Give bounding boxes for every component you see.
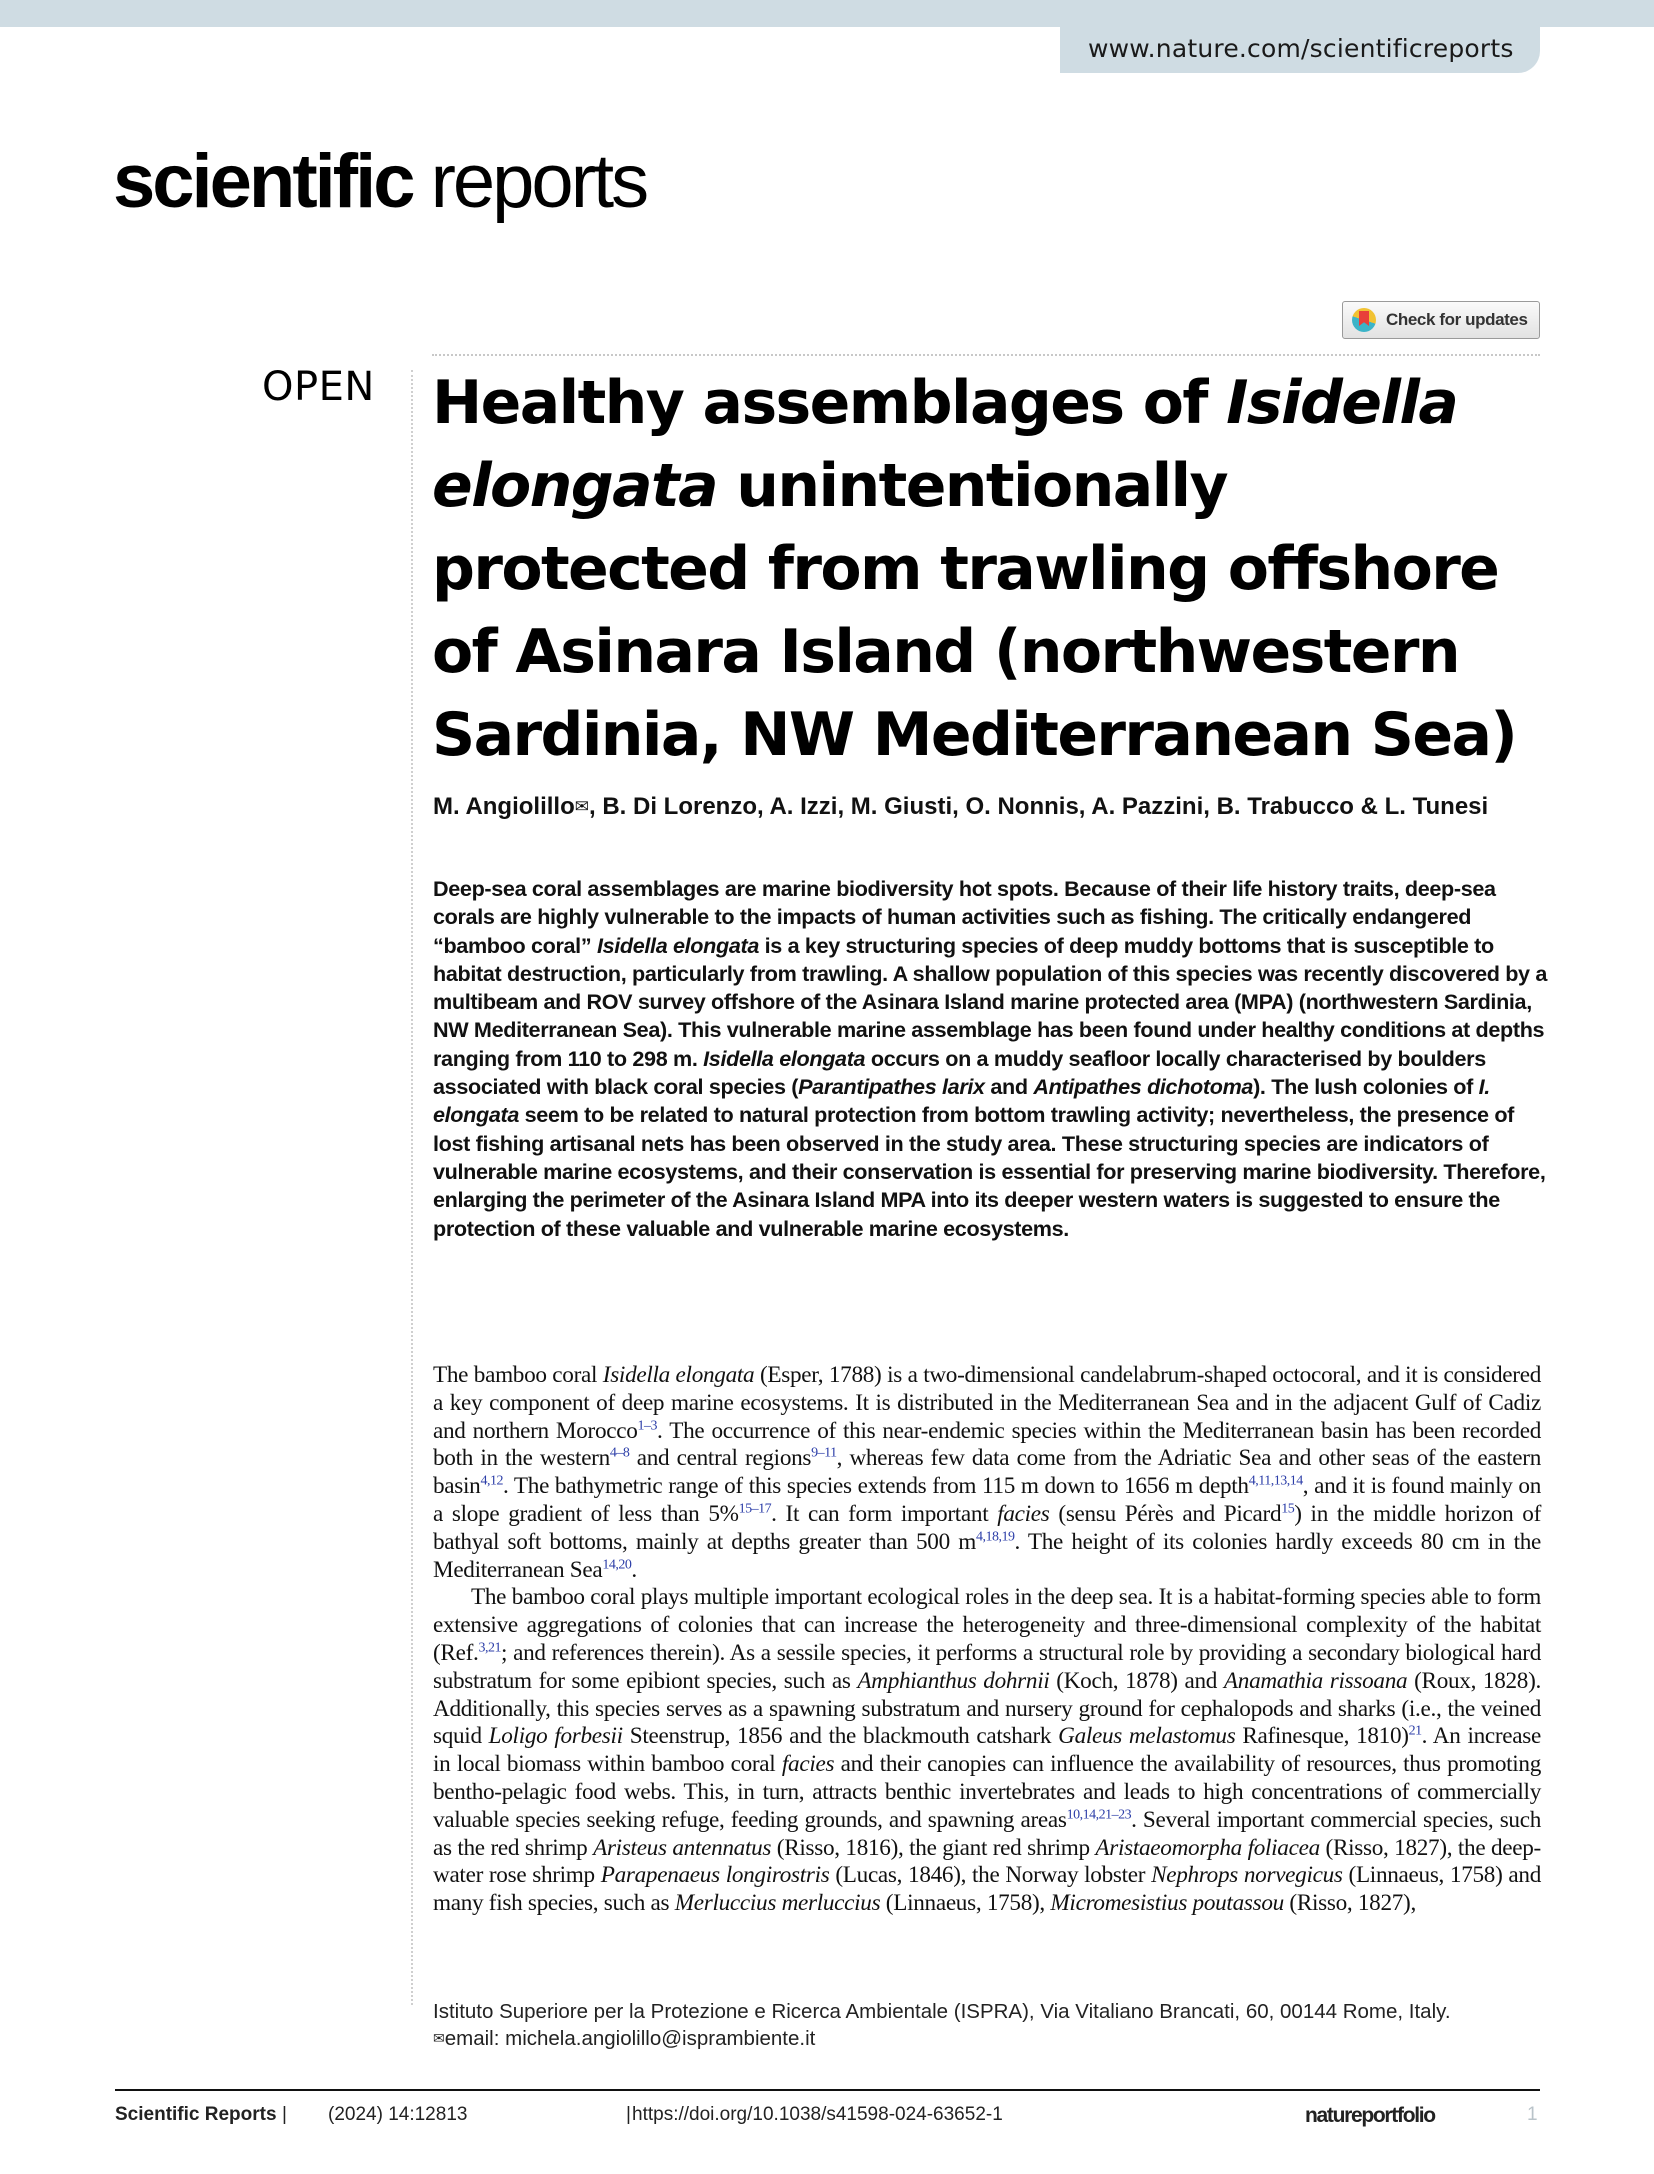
species-name: Micromesistius poutassou [1050, 1890, 1284, 1917]
body-text: . The occurrence of this near-endemic species within the Mediterranean basin has been recorded both in the western [433, 1417, 1541, 1472]
footer-doi-link[interactable]: https://doi.org/10.1038/s41598-024-63652-1 [632, 2104, 1003, 2125]
species-name: Loligo forbesii [488, 1723, 623, 1750]
author-list [433, 790, 1543, 824]
body-text: (Roux, 1828). Additionally, this species serves as a spawning substratum and nursery ground for cephalopods and sharks (i.e., the veined squid [433, 1667, 1541, 1750]
page-footer [115, 2104, 1540, 2134]
body-text: and central regions [629, 1445, 812, 1472]
citation-link[interactable]: 4–8 [609, 1445, 630, 1461]
species-name: Parapenaeus longirostris [600, 1862, 830, 1889]
abstract-italic: Antipathes dichotoma [1033, 1074, 1254, 1100]
affiliation-block [433, 1998, 1553, 2052]
abstract-italic: I. elongata [433, 1074, 1490, 1128]
species-name: Merluccius merluccius [674, 1890, 881, 1917]
citation-link[interactable]: 9–11 [811, 1445, 837, 1461]
citation-link[interactable]: 10,14,21–23 [1066, 1807, 1132, 1823]
body-paragraph-1 [433, 1362, 1541, 1584]
citation-link[interactable]: 4,11,13,14 [1248, 1473, 1303, 1489]
citation-link[interactable]: 4,18,19 [975, 1529, 1015, 1545]
envelope-icon: ✉ [433, 2030, 445, 2046]
abstract-text: and [984, 1074, 1034, 1100]
body-text: . The bathymetric range of this species extends from 115 m down to 1656 m depth [502, 1473, 1249, 1500]
body-text: , whereas few data come from the Adriatic Sea and other seas of the eastern basin [433, 1445, 1541, 1500]
journal-logo [113, 138, 646, 225]
email-line [433, 2025, 1553, 2052]
citation-link[interactable]: 1–3 [637, 1417, 658, 1433]
body-text: Steenstrup, 1856 and the blackmouth catshark [622, 1723, 1059, 1750]
co-authors: , B. Di Lorenzo, A. Izzi, M. Giusti, O. Nonnis, A. Pazzini, B. Trabucco & L. Tunesi [589, 793, 1489, 820]
citation-link[interactable]: 3,21 [478, 1640, 501, 1656]
body-text: . It can form important [771, 1500, 998, 1527]
body-paragraph-2 [433, 1584, 1541, 1918]
abstract [433, 875, 1553, 1243]
species-name: Anamathia rissoana [1223, 1667, 1408, 1694]
italic-term: facies [997, 1500, 1050, 1527]
abstract-italic: Parantipathes larix [798, 1074, 985, 1100]
abstract-text: seem to be related to natural protection from bottom trawling activity; nevertheless, the presence of lost fishing artisanal nets has been observed in the study area. These structuring species are indicators of vulnerable marine ecosystems, and their conservation is essential for preserving marine biodiversity. Therefore, enlarging the perimeter of the Asinara Island MPA into its deeper western waters is suggested to ensure the protection of these valuable and vulnerable marine ecosystems. [433, 1102, 1546, 1241]
nature-portfolio-logo: natureportfolio [1305, 2104, 1435, 2127]
footer-volume: (2024) 14:12813 [328, 2104, 468, 2125]
title-italic-species: elongata [432, 451, 718, 521]
mail-icon[interactable]: ✉ [574, 797, 589, 816]
body-text: and their canopies can influence the availability of resources, thus promoting bentho-pelagic food webs. This, in turn, attracts benthic invertebrates and leads to high concentrations of commercially valuable species seeking refuge, feeding grounds, and spawning areas [433, 1751, 1541, 1833]
body-text: . The height of its colonies hardly exceeds 80 cm in the Mediterranean Sea [433, 1528, 1541, 1583]
abstract-text: occurs on a muddy seafloor locally characterised by boulders associated with black coral species ( [433, 1045, 1486, 1100]
open-access-label: OPEN [262, 364, 375, 410]
crossmark-icon [1352, 308, 1376, 332]
body-text: . [631, 1556, 637, 1583]
body-text: The bamboo coral plays multiple important ecological roles in the deep sea. It is a habitat-forming species able to form extensive aggregations of colonies that can increase the heterogeneity and three-dimensional complexity of the habitat (Ref. [433, 1584, 1541, 1666]
body-text: (Risso, 1827), the deep-water rose shrimp [433, 1834, 1541, 1889]
title-italic-genus: Isidella [1226, 368, 1458, 438]
citation-link[interactable]: 15–17 [738, 1501, 772, 1517]
check-for-updates-button[interactable] [1342, 301, 1540, 339]
footer-divider [115, 2089, 1540, 2091]
journal-url[interactable]: www.nature.com/scientificreports [1088, 34, 1514, 63]
body-text: (Linnaeus, 1758) and many fish species, such as [433, 1862, 1542, 1917]
title-text: Healthy assemblages of [432, 368, 1227, 438]
title-text-rest: unintentionally protected from trawling offshore of Asinara Island (northwestern Sardinia, NW Mediterranean Sea) [432, 451, 1517, 770]
corresponding-author[interactable]: M. Angiolillo [433, 793, 575, 820]
species-name: Aristeus antennatus [593, 1834, 772, 1861]
footer-separator: | [626, 2104, 631, 2125]
left-margin-divider [411, 370, 413, 2005]
abstract-text: ). The lush colonies of [1253, 1074, 1479, 1100]
page-number: 1 [1527, 2104, 1538, 2125]
body-text: The bamboo coral [433, 1362, 603, 1388]
body-text: ) in the middle horizon of bathyal soft bottoms, mainly at depths greater than 500 m [433, 1500, 1541, 1555]
footer-journal: Scientific Reports [115, 2104, 277, 2125]
abstract-text: Deep-sea coral assemblages are marine biodiversity hot spots. Because of their life history traits, deep-sea corals are highly vulnerable to the impacts of human activities such as fishing. The critically endangered “bamboo coral” [433, 876, 1496, 958]
body-text: (sensu Pérès and Picard [1049, 1500, 1282, 1527]
abstract-italic: Isidella elongata [596, 932, 759, 958]
abstract-text: is a key structuring species of deep muddy bottoms that is susceptible to habitat destruction, particularly from trawling. A shallow population of this species was recently discovered by a multibeam and ROV survey offshore of the Asinara Island marine protected area (MPA) (northwestern Sardinia, NW Mediterranean Sea). This vulnerable marine assemblage has been found under healthy conditions at depths ranging from 110 to 298 m. [433, 932, 1548, 1071]
species-name: Amphianthus dohrnii [857, 1667, 1050, 1694]
affiliation: Istituto Superiore per la Protezione e Ricerca Ambientale (ISPRA), Via Vitaliano Brancati, 60, 00144 Rome, Italy. [433, 2000, 1451, 2023]
article-title [432, 362, 1562, 777]
journal-url-tab [1060, 0, 1540, 73]
body-text: . An increase in local biomass within bamboo coral [433, 1723, 1542, 1778]
body-text: . Several important commercial species, such as the red shrimp [433, 1806, 1541, 1861]
citation-link[interactable]: 15 [1281, 1501, 1295, 1517]
body-text: , and it is found mainly on a slope gradient of less than 5% [433, 1473, 1541, 1527]
species-name: Galeus melastomus [1058, 1723, 1236, 1750]
body-text: (Linnaeus, 1758), [880, 1890, 1051, 1917]
body-text: (Esper, 1788) is a two-dimensional candelabrum-shaped octocoral, and it is considered a key component of deep marine ecosystems. It is distributed in the Mediterranean Sea and in the adjacent Gulf of Cadiz and northern Morocco [433, 1362, 1541, 1444]
species-name: Aristaeomorpha foliacea [1095, 1834, 1320, 1861]
footer-separator: | [282, 2104, 287, 2125]
citation-link[interactable]: 21 [1408, 1723, 1422, 1739]
email-address[interactable]: email: michela.angiolillo@isprambiente.it [444, 2027, 816, 2050]
species-name: Nephrops norvegicus [1151, 1862, 1343, 1889]
species-name: Isidella elongata [602, 1362, 755, 1388]
body-text: (Risso, 1816), the giant red shrimp [771, 1834, 1096, 1861]
logo-light: reports [412, 139, 647, 224]
body-text: Rafinesque, 1810) [1235, 1723, 1409, 1750]
abstract-italic: Isidella elongata [703, 1045, 866, 1071]
citation-link[interactable]: 4,12 [480, 1473, 503, 1489]
body-text: (Risso, 1827), [1283, 1890, 1416, 1917]
body-text: ; and references therein). As a sessile species, it performs a structural role by providing a secondary biological hard substratum for some epibiont species, such as [433, 1639, 1541, 1694]
body-text: (Lucas, 1846), the Norway lobster [829, 1862, 1152, 1889]
body-text: (Koch, 1878) and [1049, 1667, 1224, 1694]
article-body [433, 1362, 1541, 1918]
header-divider [432, 354, 1540, 356]
check-for-updates-label: Check for updates [1386, 310, 1528, 329]
citation-link[interactable]: 14,20 [602, 1556, 632, 1572]
logo-bold: scientific [113, 139, 413, 224]
italic-term: facies [781, 1751, 835, 1778]
